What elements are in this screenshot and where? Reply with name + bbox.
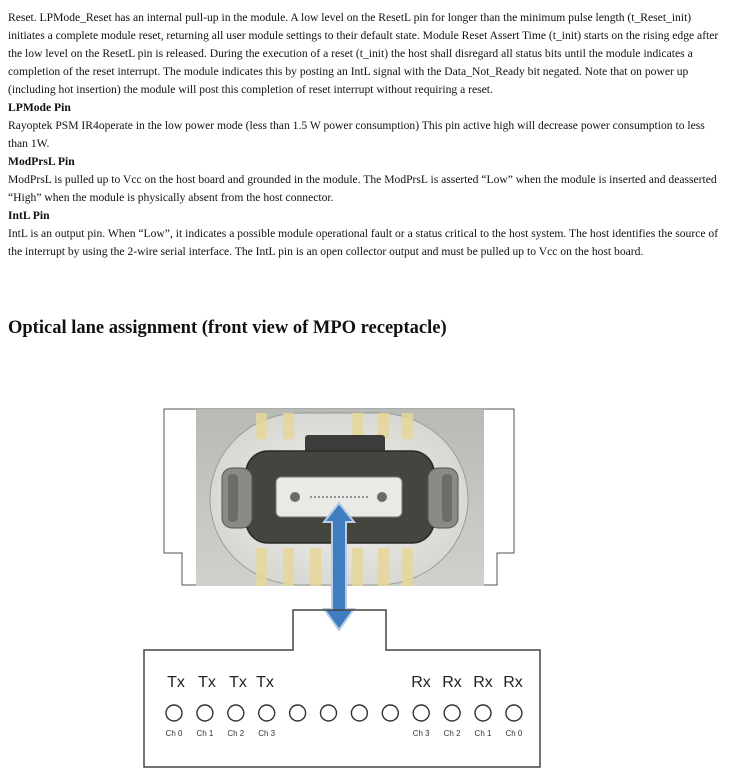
channel-label: Ch 3 <box>412 729 430 738</box>
channel-label: Ch 1 <box>474 729 492 738</box>
channel-label: Ch 0 <box>505 729 523 738</box>
channel-label: Ch 0 <box>165 729 183 738</box>
channel-label: Ch 2 <box>227 729 245 738</box>
channel-label: Ch 3 <box>258 729 276 738</box>
lpmode-heading: LPMode Pin <box>8 101 71 114</box>
fiber-circle <box>228 705 244 721</box>
section-title: Optical lane assignment (front view of MPO receptacle) <box>8 318 447 338</box>
fiber-circle <box>259 705 275 721</box>
tx-label: Tx <box>256 674 274 691</box>
rx-label: Rx <box>473 674 493 691</box>
fiber-positions <box>166 705 523 738</box>
fiber-circle <box>475 705 491 721</box>
reset-paragraph: Reset. LPMode_Reset has an internal pull-up in the module. A low level on the ResetL pin for longer than the minimum pulse length (t_Reset_init) initiates a complete module reset, returning all user module settings to their default state. Module Reset Assert Time (t_init) starts on the rising edge after the low level on the ResetL pin is released. During the execution of a reset (t_init) the host shall disregard all status bits until the module indicates a completion of the reset interrupt. The module indicates this by posting an IntL signal with the Data_Not_Ready bit negated. Note that on power up (including hot insertion) the module will post this completion of reset interrupt without requiring a reset. <box>8 11 719 96</box>
modprsl-paragraph: ModPrsL is pulled up to Vcc on the host board and grounded in the module. The ModPrsL is asserted “Low” when the module is inserted and deasserted “High” when the module is physically absent from the host connector. <box>8 173 717 204</box>
fiber-circle <box>413 705 429 721</box>
modprsl-heading: ModPrsL Pin <box>8 155 75 168</box>
fiber-circle <box>321 705 337 721</box>
channel-label: Ch 1 <box>196 729 214 738</box>
intl-heading: IntL Pin <box>8 209 50 222</box>
fiber-circle <box>290 705 306 721</box>
rx-label: Rx <box>411 674 431 691</box>
intl-paragraph: IntL is an output pin. When “Low”, it indicates a possible module operational fault or a status critical to the host system. The host identifies the source of the interrupt by using the 2-wire serial interface. The IntL pin is an open collector output and must be pulled up to Vcc on the host board. <box>8 227 719 258</box>
fiber-circle <box>351 705 367 721</box>
rx-label: Rx <box>442 674 462 691</box>
rx-label: Rx <box>503 674 523 691</box>
fiber-circle <box>444 705 460 721</box>
tx-label: Tx <box>198 674 216 691</box>
fiber-circle <box>506 705 522 721</box>
tx-label: Tx <box>229 674 247 691</box>
fiber-circle <box>166 705 182 721</box>
channel-label: Ch 2 <box>443 729 461 738</box>
fiber-circle <box>382 705 398 721</box>
tx-label: Tx <box>167 674 185 691</box>
fiber-circle <box>197 705 213 721</box>
lpmode-paragraph: Rayoptek PSM IR4operate in the low power mode (less than 1.5 W power consumption) This pin active high will decrease power consumption to less than 1W. <box>8 119 705 150</box>
